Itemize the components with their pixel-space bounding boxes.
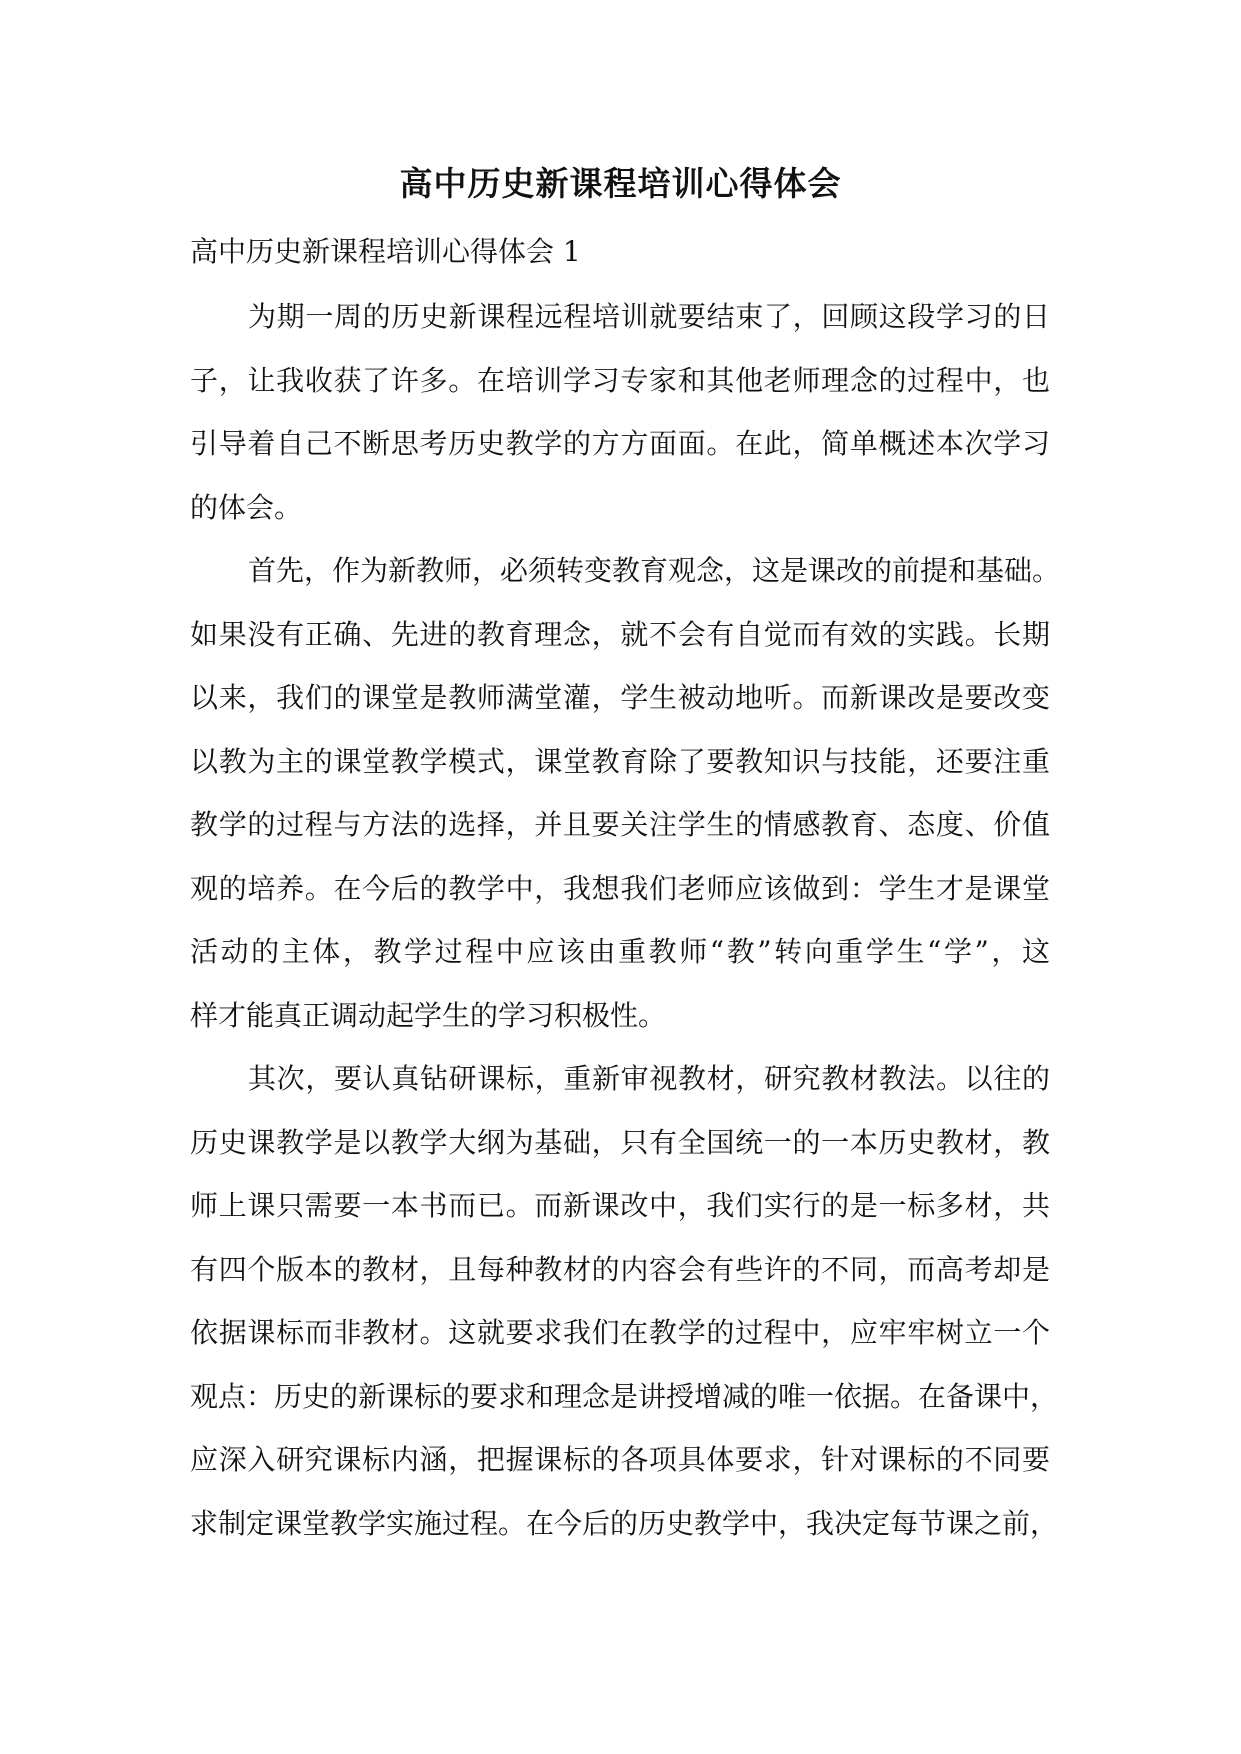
section-heading: 高中历史新课程培训心得体会 1 [190,235,581,268]
paragraph-line: 子，让我收获了许多。在培训学习专家和其他老师理念的过程中，也 [190,363,1050,397]
paragraph-line: 有四个版本的教材，且每种教材的内容会有些许的不同，而高考却是 [190,1252,1050,1286]
paragraph-line: 如果没有正确、先进的教育理念，就不会有自觉而有效的实践。长期 [190,617,1050,651]
paragraph-3 [190,1047,1059,1555]
paragraph-line: 首先，作为新教师，必须转变教育观念，这是课改的前提和基础。 [248,554,1061,587]
paragraph-line: 观的培养。在今后的教学中，我想我们老师应该做到：学生才是课堂 [190,871,1050,905]
paragraph-line: 的体会。 [190,490,303,524]
paragraph-1 [190,285,1050,539]
paragraph-line: 以来，我们的课堂是教师满堂灌，学生被动地听。而新课改是要改变 [190,681,1050,714]
paragraph-line: 其次，要认真钻研课标，重新审视教材，研究教材教法。以往的 [248,1062,1050,1095]
paragraph-line: 历史课教学是以教学大纲为基础，只有全国统一的一本历史教材，教 [190,1125,1050,1159]
paragraph-line: 引导着自己不断思考历史教学的方方面面。在此，简单概述本次学习 [190,427,1050,460]
paragraph-line: 应深入研究课标内涵，把握课标的各项具体要求，针对课标的不同要 [190,1443,1050,1476]
paragraph-line: 以教为主的课堂教学模式，课堂教育除了要教知识与技能，还要注重 [190,744,1050,778]
paragraph-line: 观点：历史的新课标的要求和理念是讲授增减的唯一依据。在备课中， [190,1379,1059,1413]
paragraph-line: 样才能真正调动起学生的学习积极性。 [190,998,667,1032]
paragraph-line: 依据课标而非教材。这就要求我们在教学的过程中，应牢牢树立一个 [190,1316,1050,1349]
paragraph-line: 活动的主体，教学过程中应该由重教师“教”转向重学生“学”，这 [190,935,1050,968]
paragraph-line: 师上课只需要一本书而已。而新课改中，我们实行的是一标多材，共 [190,1189,1050,1222]
paragraph-line: 求制定课堂教学实施过程。在今后的历史教学中，我决定每节课之前， [190,1506,1059,1540]
paragraph-line: 教学的过程与方法的选择，并且要关注学生的情感教育、态度、价值 [190,808,1050,841]
paragraph-line: 为期一周的历史新课程远程培训就要结束了，回顾这段学习的日 [248,300,1050,333]
document-title: 高中历史新课程培训心得体会 [399,164,842,203]
paragraph-2 [190,539,1061,1047]
